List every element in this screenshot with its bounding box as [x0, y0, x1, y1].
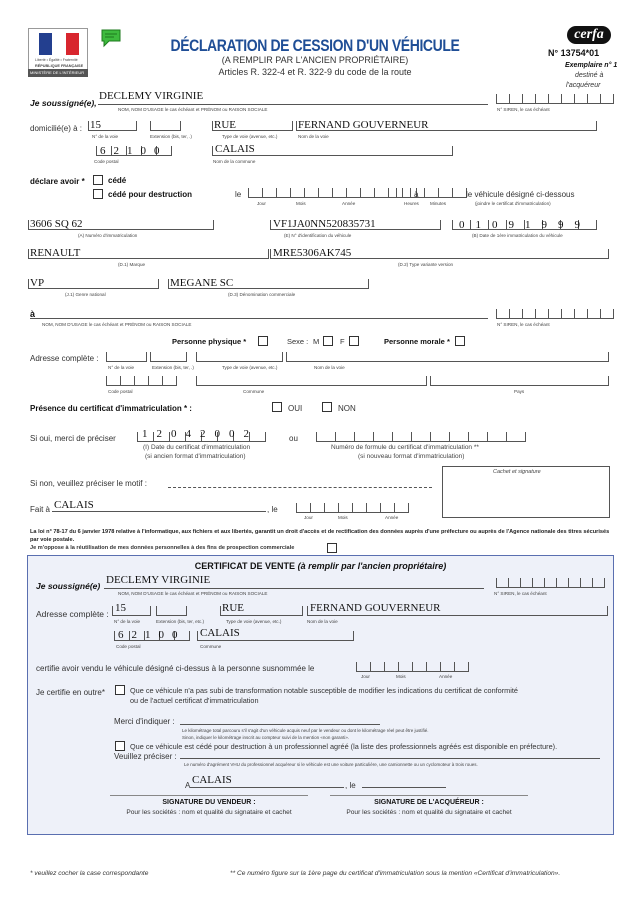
declare-a: à: [414, 190, 419, 199]
non-checkbox[interactable]: [322, 402, 332, 412]
sale-a-prefix: A: [185, 781, 191, 790]
physique-checkbox[interactable]: [258, 336, 268, 346]
vehicle-genre-caption: (J.1) Genre national: [65, 292, 106, 297]
sale-title-main: CERTIFICAT DE VENTE: [194, 561, 296, 571]
cerfa-number: N° 13754*01: [548, 48, 600, 58]
buyer-cap-pays: Pays: [514, 389, 525, 394]
cachet-label: Cachet et signature: [493, 469, 541, 475]
opposition-checkbox[interactable]: [327, 543, 337, 553]
declare-cap-joindre: (joindre le certificat d'immatriculation): [475, 201, 551, 206]
seller-city[interactable]: CALAIS: [215, 143, 255, 155]
cachet-box[interactable]: [442, 466, 610, 518]
sale-opt1-b: ou de l'actuel certificat d'immatriculation: [130, 696, 259, 705]
sale-address-label: Adresse complète :: [36, 609, 109, 619]
sale-km-2: Sinon, indiquer le kilométrage inscrit au compteur suivi de la mention «non garanti».: [182, 735, 350, 740]
sale-merci: Merci d'indiquer :: [114, 717, 175, 726]
sale-opt2: Que ce véhicule est cédé pour destruction à un professionnel agréé (la liste des professionnels agréés est disponible en préfecture).: [130, 742, 558, 751]
fait-cap-mois: Mois: [338, 515, 348, 520]
buyer-type[interactable]: [196, 352, 283, 362]
seller-ext-cell[interactable]: [150, 121, 181, 131]
declare-time-cells[interactable]: [396, 188, 467, 198]
sale-name[interactable]: DECLEMY VIRGINIE: [106, 574, 211, 586]
fait-cap-jour: Jour: [304, 515, 313, 520]
morale-checkbox[interactable]: [455, 336, 465, 346]
seller-domicile-label: domicilié(e) à :: [30, 124, 83, 133]
seller-name-caption: NOM, NOM D'USAGE le cas échéant et PRÉNOM ou RAISON SOCIALE: [118, 107, 268, 112]
sale-certifie-outre: Je certifie en outre*: [36, 688, 105, 697]
speech-bubble-icon[interactable]: [100, 28, 122, 46]
cert-date: 12042002: [142, 428, 258, 440]
sale-date-cells[interactable]: [356, 662, 469, 672]
exemplaire-line-1: Exemplaire n° 1: [565, 62, 618, 69]
footnote-1: * veuillez cocher la case correspondante: [30, 870, 149, 877]
buyer-siren-cells[interactable]: [496, 309, 614, 319]
vehicle-variant-caption: (D.2) Type variante version: [398, 262, 454, 267]
vehicle-plate-caption: (A) Numéro d'immatriculation: [78, 233, 138, 238]
sale-siren-cells[interactable]: [496, 578, 605, 588]
buyer-name-line[interactable]: [30, 318, 488, 319]
seller-signature-box[interactable]: [110, 795, 308, 833]
cerfa-logo: [567, 26, 611, 44]
declare-suffix: le véhicule désigné ci-dessous: [466, 190, 575, 199]
declare-cap-heures: Heures: [404, 201, 419, 206]
sale-vhu: Le numéro d'agrément VHU du professionnel acquéreur si le véhicule est une voiture particulière, une camionnette ou un cyclomoteur à trois roues.: [184, 762, 478, 767]
sale-a-date-line[interactable]: [362, 787, 446, 788]
declare-cap-minutes: Minutes: [430, 201, 447, 206]
buyer-commune[interactable]: [196, 376, 427, 386]
sale-siren-caption: N° SIREN, le cas échéant: [494, 591, 547, 596]
sale-km-1: Le kilométrage total parcouru s'il s'agit d'un véhicule acquis neuf par le vendeur ou dont le kilométrage réel peut être justifié.: [182, 728, 429, 733]
exemplaire-line-2: destiné à: [575, 72, 604, 79]
destruction-checkbox[interactable]: [93, 189, 103, 199]
sale-postal: 62100: [118, 629, 186, 641]
seller-name[interactable]: DECLEMY VIRGINIE: [99, 90, 204, 102]
non-label: NON: [338, 404, 356, 413]
seller-cap-city: Nom de la commune: [213, 159, 256, 164]
ou-label: ou: [289, 434, 298, 443]
sale-a-city[interactable]: CALAIS: [192, 774, 232, 786]
seller-siren-cells[interactable]: [496, 94, 614, 104]
vehicle-first-reg-caption: (B) Date de 1ère immatriculation du véhicule: [472, 233, 563, 238]
logo-motto: Liberté • Égalité • Fraternité: [35, 58, 78, 62]
seller-cap-postal: Code postal: [94, 159, 119, 164]
buyer-street-name[interactable]: [286, 352, 609, 362]
vehicle-genre[interactable]: VP: [30, 277, 45, 289]
buyer-ext[interactable]: [150, 352, 187, 362]
sexe-f-label: F: [340, 337, 345, 346]
seller-siren-caption: N° SIREN, le cas échéant: [497, 107, 550, 112]
opposition-text: Je m'oppose à la réutilisation de mes données personnelles à des fins de prospection commerciale: [30, 545, 295, 551]
sale-cap-type: Type de voie (avenue, etc.): [226, 619, 282, 624]
declare-cap-jour: Jour: [257, 201, 266, 206]
buyer-signature-box[interactable]: [330, 795, 528, 833]
seller-street-name[interactable]: FERNAND GOUVERNEUR: [298, 119, 429, 131]
no-transformation-checkbox[interactable]: [115, 685, 125, 695]
sale-certifie: certifie avoir vendu le véhicule désigné ci-dessus à la personne susnommée le: [36, 664, 315, 673]
si-non-label: Si non, veuillez préciser le motif :: [30, 479, 147, 488]
cert-date-caption-1: (I) Date du certificat d'immatriculation: [143, 444, 251, 451]
kilometrage-line[interactable]: [180, 724, 380, 725]
sale-name-caption: NOM, NOM D'USAGE le cas échéant et PRÉNOM ou RAISON SOCIALE: [118, 591, 268, 596]
sale-cap-mois: Mois: [396, 674, 406, 679]
buyer-cap-commune: Commune: [243, 389, 265, 394]
formule-caption-2: (si nouveau format d'immatriculation): [358, 453, 465, 460]
flag-icon: [39, 33, 79, 55]
declare-cap-mois: Mois: [296, 201, 306, 206]
si-oui-label: Si oui, merci de préciser: [30, 434, 116, 443]
seller-postal: 62100: [100, 145, 168, 157]
sale-cap-jour: Jour: [361, 674, 370, 679]
buyer-a-label: à: [30, 309, 36, 319]
cede-checkbox[interactable]: [93, 175, 103, 185]
footnote-2: ** Ce numéro figure sur la 1ère page du certificat d'immatriculation sous la mention «Certificat d'immatriculation».: [230, 870, 561, 877]
buyer-street-no[interactable]: [106, 352, 147, 362]
vehicle-variant[interactable]: MRE5306AK745: [273, 247, 352, 259]
sale-cap-postal: Code postal: [116, 644, 141, 649]
sale-soussigne: Je soussigné(e): [36, 581, 101, 591]
fait-cap-annee: Année: [385, 515, 399, 520]
sale-street-no[interactable]: 15: [115, 602, 126, 614]
presence-label: Présence du certificat d'immatriculation * :: [30, 404, 192, 413]
sale-cap-name: Nom de la voie: [307, 619, 338, 624]
sig-seller-sub: Pour les sociétés : nom et qualité du signataire et cachet: [126, 809, 292, 816]
vehicle-plate[interactable]: 3606 SQ 62: [30, 218, 83, 230]
sexe-m-checkbox[interactable]: [323, 336, 333, 346]
logo-republic: RÉPUBLIQUE FRANÇAISE: [35, 64, 84, 68]
seller-street-type[interactable]: RUE: [214, 119, 236, 131]
fait-date-cells[interactable]: [296, 503, 409, 513]
sig-buyer-sub: Pour les sociétés : nom et qualité du signataire et cachet: [346, 809, 512, 816]
vehicle-model-caption: (D.3) Dénomination commerciale: [228, 292, 296, 297]
ministry-band: [28, 69, 88, 77]
buyer-cap-name: Nom de la voie: [314, 365, 345, 370]
cede-label: cédé: [108, 176, 127, 185]
seller-cap-no: N° de la voie: [92, 134, 119, 139]
sig-seller-title: SIGNATURE DU VENDEUR :: [162, 799, 256, 806]
sale-city[interactable]: CALAIS: [200, 627, 240, 639]
buyer-cap-postal: Code postal: [108, 389, 133, 394]
destruction-label: cédé pour destruction: [108, 190, 193, 199]
oui-checkbox[interactable]: [272, 402, 282, 412]
exemplaire-line-3: l'acquéreur: [566, 82, 601, 89]
declare-le: le: [235, 190, 242, 199]
page-subtitle: (A REMPLIR PAR L'ANCIEN PROPRIÉTAIRE): [221, 55, 409, 65]
declare-date-cells[interactable]: [248, 188, 417, 198]
vehicle-vin-caption: (E) N° d'identification du véhicule: [284, 233, 352, 238]
sale-title-sub: (à remplir par l'ancien propriétaire): [297, 561, 447, 571]
sig-buyer-title: SIGNATURE DE L'ACQUÉREUR :: [374, 799, 484, 806]
buyer-address-label: Adresse complète :: [30, 354, 99, 363]
buyer-siren-caption: N° SIREN, le cas échéant: [497, 322, 550, 327]
ministry-label: MINISTÈRE DE L'INTÉRIEUR: [30, 70, 85, 75]
sale-a-le: , le: [345, 781, 356, 790]
seller-cap-type: Type de voie (avenue, etc.): [222, 134, 278, 139]
buyer-pays[interactable]: [430, 376, 609, 386]
sale-cap-ext: Extension (bis, ter, etc.): [156, 619, 204, 624]
vehicle-brand[interactable]: RENAULT: [30, 247, 81, 259]
formule-cells[interactable]: [316, 432, 526, 442]
seller-label: Je soussigné(e),: [30, 98, 97, 108]
sale-veuillez: Veuillez préciser :: [114, 752, 177, 761]
page-articles: Articles R. 322-4 et R. 322-9 du code de la route: [218, 67, 412, 77]
sale-street-type[interactable]: RUE: [222, 602, 244, 614]
declare-cap-annee: Année: [342, 201, 356, 206]
vehicle-brand-caption: (D.1) Marque: [118, 262, 146, 267]
sexe-label: Sexe :: [287, 337, 309, 346]
buyer-name-caption: NOM, NOM D'USAGE le cas échéant et PRÉNOM ou RAISON SOCIALE: [42, 322, 192, 327]
seller-street-no[interactable]: 15: [90, 119, 101, 131]
physique-label: Personne physique *: [172, 337, 247, 346]
fait-le: , le: [267, 505, 278, 514]
buyer-cap-no: N° de la voie: [108, 365, 135, 370]
buyer-cap-ext: Extension (bis, ter, .): [152, 365, 194, 370]
oui-label: OUI: [288, 404, 303, 413]
vehicle-model[interactable]: MEGANE SC: [170, 277, 234, 289]
formule-caption-1: Numéro de formule du certificat d'immatriculation **: [331, 444, 479, 451]
destruction-pro-checkbox[interactable]: [115, 741, 125, 751]
cert-date-caption-2: (si ancien format d'immatriculation): [145, 453, 246, 460]
vhu-line[interactable]: [180, 758, 600, 759]
sale-cap-commune: Commune: [200, 644, 222, 649]
si-non-line[interactable]: [168, 487, 432, 488]
sexe-m-label: M: [313, 337, 320, 346]
declare-label: déclare avoir *: [30, 177, 85, 186]
sale-cap-no: N° de la voie: [114, 619, 141, 624]
sale-title: [27, 561, 614, 571]
vehicle-vin[interactable]: VF1JA0NN520835731: [273, 218, 376, 230]
morale-label: Personne morale *: [384, 337, 450, 346]
vehicle-first-reg: 01091999: [459, 219, 591, 231]
sale-ext-cell[interactable]: [156, 606, 187, 616]
fait-city[interactable]: CALAIS: [54, 499, 94, 511]
fait-a-label: Fait à: [30, 505, 51, 514]
buyer-cap-type: Type de voie (avenue, etc.): [222, 365, 278, 370]
page-title: DÉCLARATION DE CESSION D'UN VÉHICULE: [170, 35, 460, 55]
sale-street-name[interactable]: FERNAND GOUVERNEUR: [310, 602, 441, 614]
sale-opt1-a: Que ce véhicule n'a pas subi de transformation notable susceptible de modifier les indications du certificat de conformité: [130, 686, 518, 695]
buyer-postal-cells[interactable]: [106, 376, 177, 386]
seller-cap-ext: Extension (bis, ter, .): [150, 134, 192, 139]
legal-text: La loi n° 78-17 du 6 janvier 1978 relative à l'informatique, aux fichiers et aux libertés, garantit un droit d'accès et de rectification des données auprès d'une préfecture ou auprès de l'Agence nationale des titres sécurisés par voie postale.: [30, 529, 610, 543]
sale-cap-annee: Année: [439, 674, 453, 679]
sexe-f-checkbox[interactable]: [349, 336, 359, 346]
seller-cap-name: Nom de la voie: [298, 134, 329, 139]
sale-certificate-box: [27, 555, 614, 835]
cerfa-logo-text: cerfa: [574, 27, 604, 42]
